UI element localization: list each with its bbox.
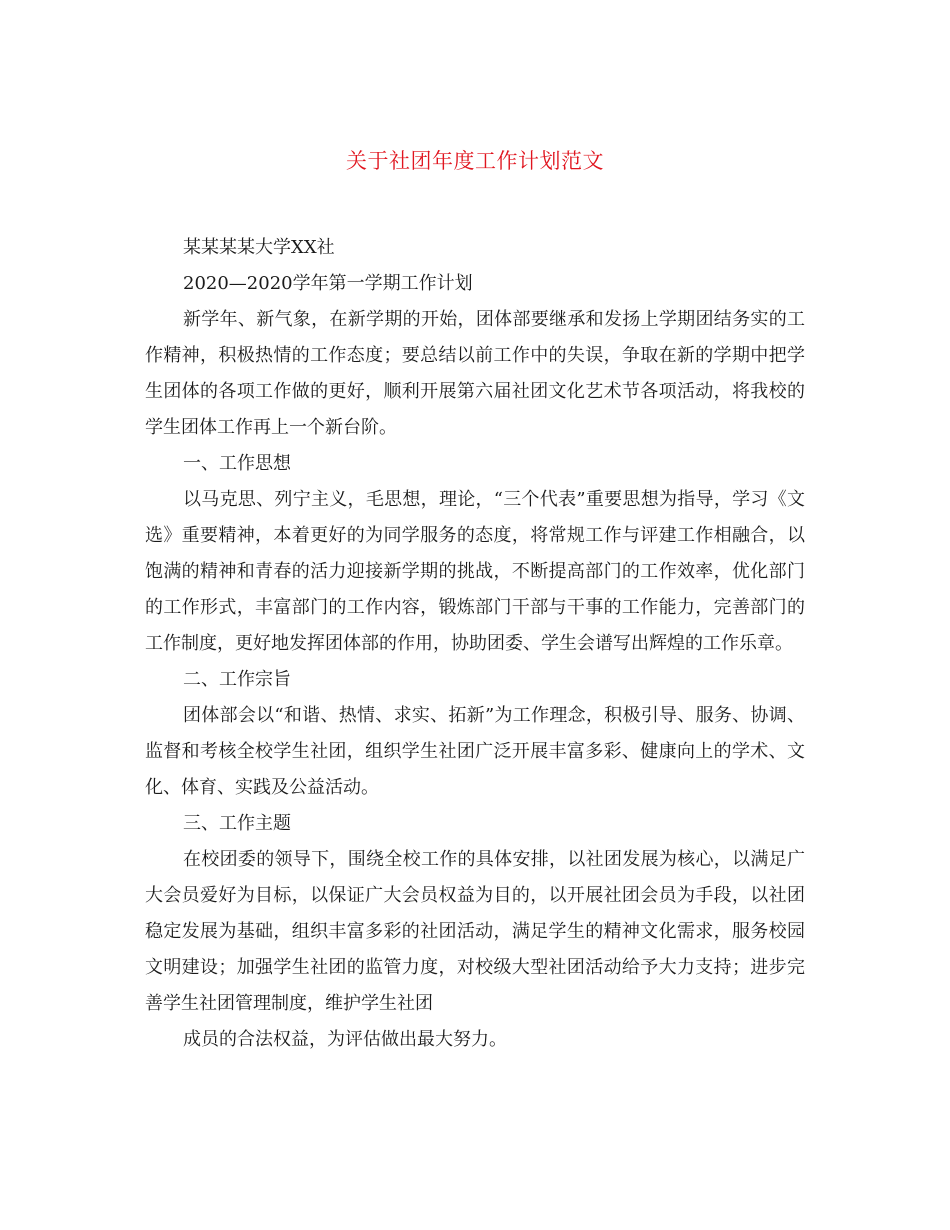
section-body-work-thought: 以马克思、列宁主义，毛思想，理论，“三个代表”重要思想为指导，学习《文选》重要精神，本着更好的为同学服务的态度，将常规工作与评建工作相融合，以饱满的精神和青春的活力迎接新学期的挑战，不断提高部门的工作效率，优化部门的工作形式，丰富部门的工作内容，锻炼部门干部与干事的工作能力，完善部门的工作制度，更好地发挥团体部的作用，协助团委、学生会谱写出辉煌的工作乐章。 xyxy=(145,489,805,654)
section-heading-work-theme: 三、工作主题 xyxy=(183,813,291,834)
intro-paragraph: 新学年、新气象，在新学期的开始，团体部要继承和发扬上学期团结务实的工作精神，积极热情的工作态度；要总结以前工作中的失误，争取在新的学期中把学生团体的各项工作做的更好，顺利开展第六届社团文化艺术节各项活动，将我校的学生团体工作再上一个新台阶。 xyxy=(145,309,805,438)
section-heading-work-purpose: 二、工作宗旨 xyxy=(183,669,291,690)
section-body-work-theme: 在校团委的领导下，围绕全校工作的具体安排，以社团发展为核心，以满足广大会员爱好为目标，以保证广大会员权益为目的，以开展社团会员为手段，以社团稳定发展为基础，组织丰富多彩的社团活动，满足学生的精神文化需求，服务校园文明建设；加强学生社团的监管力度，对校级大型社团活动给予大力支持；进步完善学生社团管理制度，维护学生社团 xyxy=(145,849,805,1014)
document-title: 关于社团年度工作计划范文 xyxy=(346,149,604,173)
section-body-work-purpose: 团体部会以“和谐、热情、求实、拓新”为工作理念，积极引导、服务、协调、监督和考核全校学生社团，组织学生社团广泛开展丰富多彩、健康向上的学术、文化、体育、实践及公益活动。 xyxy=(145,705,805,798)
plan-subtitle: 2020—2020学年第一学期工作计划 xyxy=(183,273,473,294)
section-body-work-theme-tail: 成员的合法权益，为评估做出最大努力。 xyxy=(183,1029,507,1050)
section-heading-work-thought: 一、工作思想 xyxy=(183,453,291,474)
document-body xyxy=(145,230,805,1058)
organization-name: 某某某某大学XX社 xyxy=(183,237,335,258)
